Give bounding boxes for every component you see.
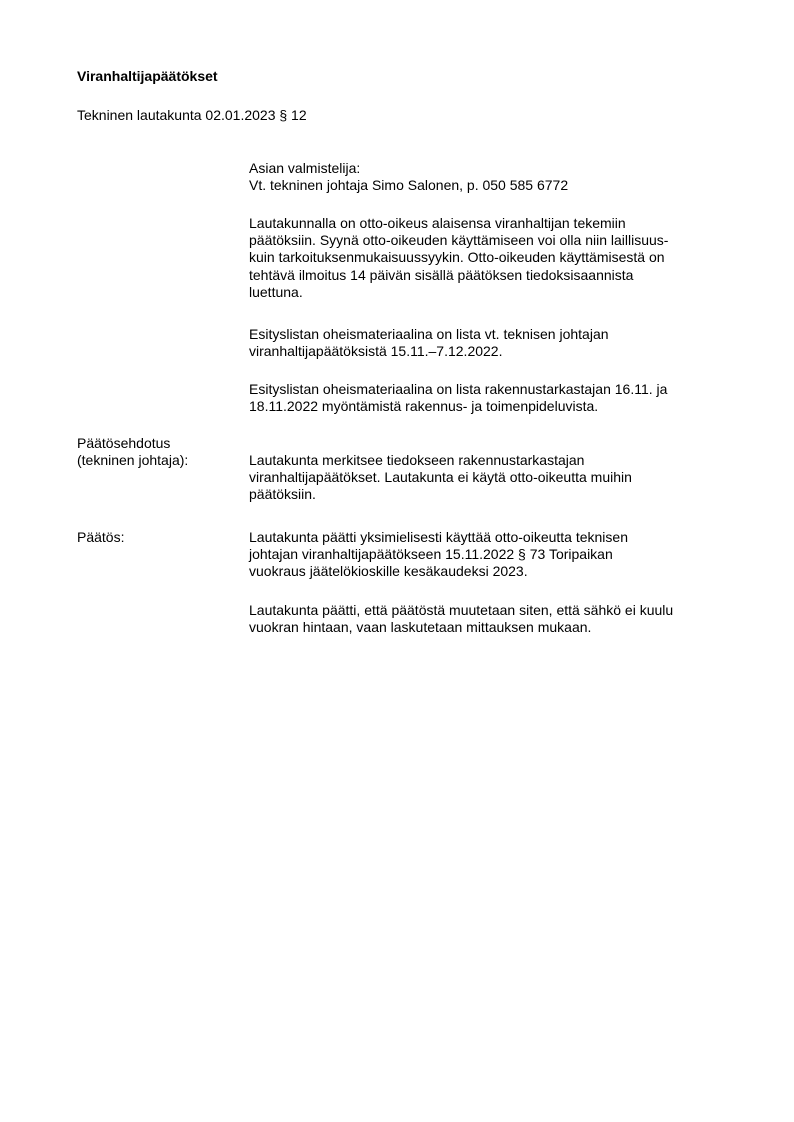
attachment-paragraph-1 xyxy=(249,326,734,360)
decision-text-2 xyxy=(249,602,734,636)
intro-line: Lautakunnalla on otto-oikeus alaisensa viranhaltijan tekemiin xyxy=(249,215,626,231)
decision-text-1 xyxy=(249,529,734,581)
proposal-text xyxy=(249,452,734,504)
meeting-reference: Tekninen lautakunta 02.01.2023 § 12 xyxy=(77,107,307,123)
decision-line: vuokraus jäätelökioskille kesäkaudeksi 2023. xyxy=(249,563,528,580)
preparer-heading: Asian valmistelija: xyxy=(249,160,361,176)
document-title: Viranhaltijapäätökset xyxy=(77,68,218,84)
intro-line: kuin tarkoituksenmukaisuussyykin. Otto-oikeuden käyttämisestä on xyxy=(249,249,665,266)
preparer-block xyxy=(249,160,734,194)
decision-line: Lautakunta päätti, että päätöstä muutetaan siten, että sähkö ei kuulu xyxy=(249,602,674,618)
decision-label: Päätös: xyxy=(77,529,125,545)
proposal-label xyxy=(77,435,188,469)
intro-line: tehtävä ilmoitus 14 päivän sisällä päätöksen tiedoksisaannista xyxy=(249,266,634,283)
proposal-line: Lautakunta merkitsee tiedokseen rakennustarkastajan xyxy=(249,452,585,468)
proposal-line: viranhaltijapäätökset. Lautakunta ei käytä otto-oikeutta muihin xyxy=(249,469,632,486)
decision-line: Lautakunta päätti yksimielisesti käyttää otto-oikeutta teknisen xyxy=(249,529,628,545)
intro-line: päätöksiin. Syynä otto-oikeuden käyttämiseen voi olla niin laillisuus- xyxy=(249,232,669,249)
proposal-line: päätöksiin. xyxy=(249,486,316,503)
attachment-line: Esityslistan oheismateriaalina on lista rakennustarkastajan 16.11. ja xyxy=(249,381,668,397)
attachment-paragraph-2 xyxy=(249,381,734,415)
attachment-line: Esityslistan oheismateriaalina on lista vt. teknisen johtajan xyxy=(249,326,609,342)
intro-paragraph xyxy=(249,215,734,301)
proposal-label-line: (tekninen johtaja): xyxy=(77,452,189,469)
intro-line: luettuna. xyxy=(249,283,303,300)
preparer-name: Vt. tekninen johtaja Simo Salonen, p. 050 585 6772 xyxy=(249,177,569,194)
attachment-line: viranhaltijapäätöksistä 15.11.–7.12.2022. xyxy=(249,343,503,360)
decision-line: vuokran hintaan, vaan laskutetaan mittauksen mukaan. xyxy=(249,619,592,636)
proposal-label-line: Päätösehdotus xyxy=(77,435,171,451)
decision-line: johtajan viranhaltijapäätökseen 15.11.2022 § 73 Toripaikan xyxy=(249,546,613,563)
attachment-line: 18.11.2022 myöntämistä rakennus- ja toimenpideluvista. xyxy=(249,398,599,415)
